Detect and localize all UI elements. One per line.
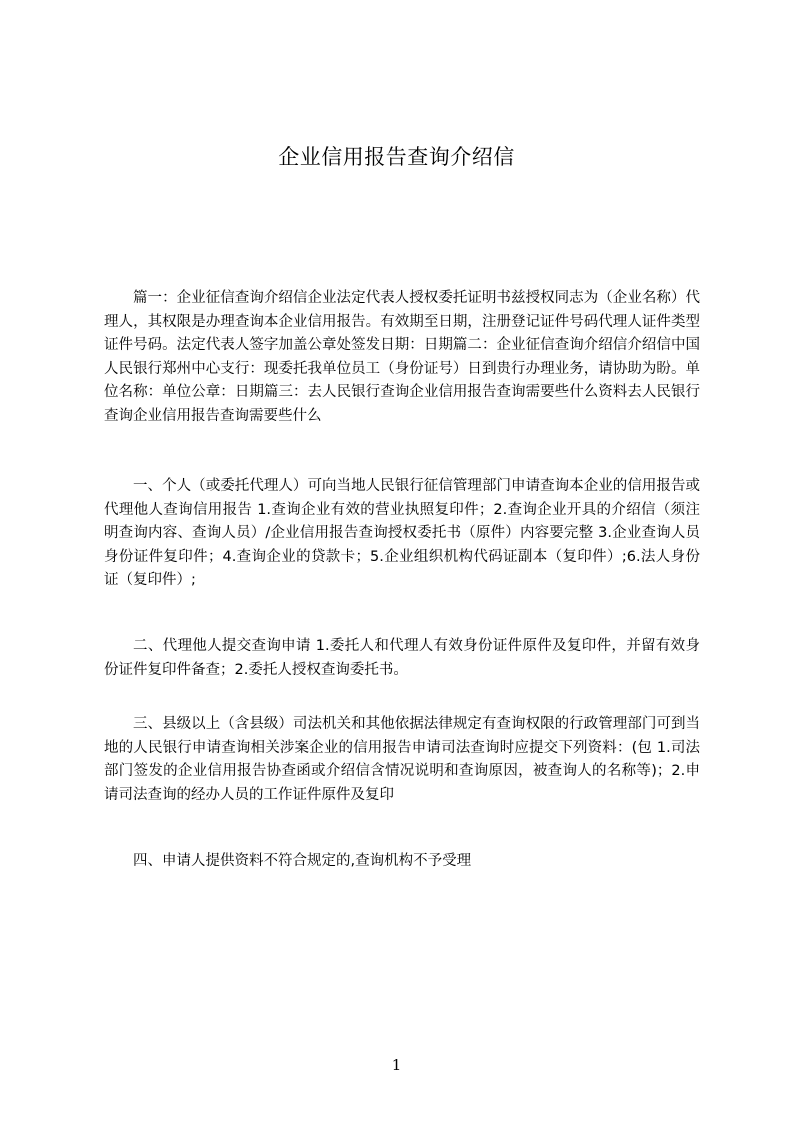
paragraph-section-three: 三、县级以上（含县级）司法机关和其他依据法律规定有查询权限的行政管理部门可到当地的人民银行申请查询相关涉案企业的信用报告申请司法查询时应提交下列资料：(包 1.司法部门签发的企业信用报告协查函或介绍信含情况说明和查询原因，被查询人的名称等)；2.申请司法查询的经办人员的工作证件原件及复印 bbox=[104, 716, 700, 803]
paragraph-section-one: 一、个人（或委托代理人）可向当地人民银行征信管理部门申请查询本企业的信用报告或代理他人查询信用报告 1.查询企业有效的营业执照复印件；2.查询企业开具的介绍信（须注明查询内容、查询人员）/企业信用报告查询授权委托书（原件）内容要完整 3.企业查询人员身份证件复印件；4.查询企业的贷款卡；5.企业组织机构代码证副本（复印件）;6.法人身份证（复印件）; bbox=[104, 478, 700, 588]
paragraph-intro: 篇一：企业征信查询介绍信企业法定代表人授权委托证明书兹授权同志为（企业名称）代理人，其权限是办理查询本企业信用报告。有效期至日期，注册登记证件号码代理人证件类型证件号码。法定代表人签字加盖公章处签发日期：日期篇二：企业征信查询介绍信介绍信中国人民银行郑州中心支行：现委托我单位员工（身份证号）日到贵行办理业务，请协助为盼。单位名称：单位公章：日期篇三：去人民银行查询企业信用报告查询需要些什么资料去人民银行查询企业信用报告查询需要些什么 bbox=[104, 290, 700, 424]
page-number: 1 bbox=[391, 1056, 402, 1074]
document-title: 企业信用报告查询介绍信 bbox=[278, 145, 515, 169]
paragraph-section-four: 四、申请人提供资料不符合规定的,查询机构不予受理 bbox=[133, 853, 472, 869]
paragraph-section-two: 二、代理他人提交查询申请 1.委托人和代理人有效身份证件原件及复印件，并留有效身份证件复印件备查；2.委托人授权查询委托书。 bbox=[104, 638, 700, 678]
